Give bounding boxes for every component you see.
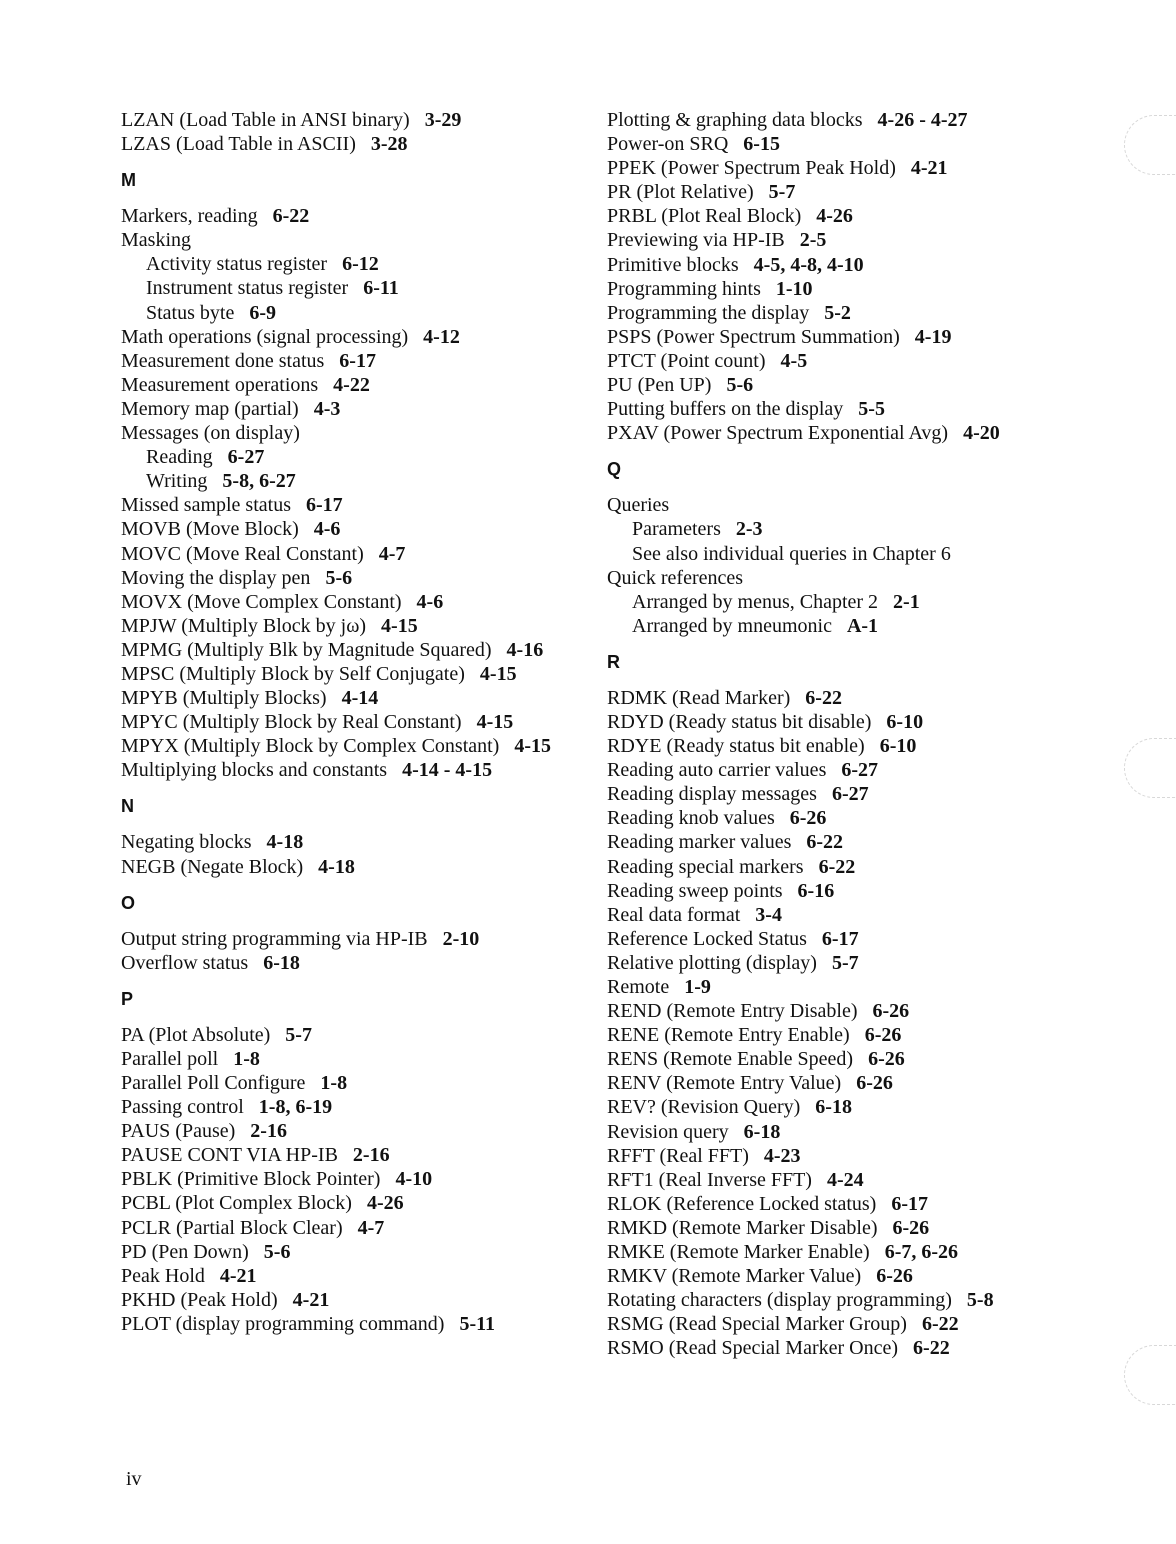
entry-pages: 4-6 — [416, 590, 444, 613]
index-entry — [121, 1288, 591, 1312]
entry-term: MOVC (Move Real Constant) — [121, 542, 364, 565]
entry-pages: 6-26 — [876, 1265, 913, 1288]
entry-pages: 4-12 — [423, 325, 460, 348]
entry-term: Masking — [121, 229, 191, 252]
entry-term: NEGB (Negate Block) — [121, 855, 304, 878]
entry-pages: 6-26 — [856, 1072, 893, 1095]
index-entry — [607, 1288, 1107, 1312]
index-entry — [121, 927, 591, 951]
entry-pages: 6-26 — [892, 1216, 930, 1239]
index-entry — [607, 927, 1107, 951]
index-entry — [121, 638, 591, 662]
entry-pages: 4-23 — [763, 1144, 801, 1167]
index-entry — [121, 1216, 591, 1240]
index-entry — [607, 879, 1107, 903]
entry-pages: 6-9 — [249, 301, 277, 324]
entry-term: Activity status register — [146, 253, 328, 276]
index-subentry — [121, 469, 591, 493]
index-entry — [607, 180, 1107, 204]
index-entry — [121, 951, 591, 975]
index-entry — [121, 1143, 591, 1167]
index-entry — [121, 1167, 591, 1191]
index-column-right — [607, 108, 1107, 1361]
entry-term: RDYD (Ready status bit disable) — [607, 710, 872, 733]
index-entry — [121, 614, 591, 638]
entry-term: PCLR (Partial Block Clear) — [121, 1216, 343, 1239]
entry-term: PAUSE CONT VIA HP-IB — [121, 1144, 338, 1167]
entry-pages: 4-6 — [313, 518, 341, 541]
entry-term: Writing — [146, 470, 208, 493]
entry-pages: 1-10 — [775, 277, 813, 300]
entry-pages: 6-22 — [272, 205, 310, 228]
index-entry — [607, 734, 1107, 758]
entry-pages: 6-11 — [363, 277, 399, 300]
entry-term: Reading sweep points — [607, 879, 783, 902]
entry-term: RMKD (Remote Marker Disable) — [607, 1216, 878, 1239]
index-entry — [121, 830, 591, 854]
entry-pages: 6-10 — [879, 735, 917, 758]
index-entry — [607, 1336, 1107, 1360]
index-entry — [121, 373, 591, 397]
page-number: iv — [126, 1468, 142, 1490]
entry-pages: 4-15 — [514, 735, 552, 758]
index-entry — [607, 1047, 1107, 1071]
entry-pages: 3-28 — [370, 133, 408, 156]
entry-term: RMKV (Remote Marker Value) — [607, 1265, 862, 1288]
entry-term: Reading knob values — [607, 807, 775, 830]
entry-term: RENS (Remote Enable Speed) — [607, 1048, 854, 1071]
entry-term: Programming the display — [607, 301, 810, 324]
entry-pages: 2-1 — [893, 590, 920, 613]
entry-term: Passing control — [121, 1096, 244, 1119]
entry-pages: 2-10 — [442, 927, 480, 950]
index-entry — [607, 421, 1107, 445]
entry-term: PU (Pen UP) — [607, 374, 712, 397]
entry-term: RENV (Remote Entry Value) — [607, 1072, 842, 1095]
entry-pages: 5-7 — [768, 181, 796, 204]
entry-term: Memory map (partial) — [121, 397, 299, 420]
index-entry — [607, 301, 1107, 325]
index-entry — [121, 710, 591, 734]
index-entry — [607, 108, 1107, 132]
entry-pages: 1-8, 6-19 — [258, 1096, 333, 1119]
entry-term: PCBL (Plot Complex Block) — [121, 1192, 352, 1215]
entry-term: Status byte — [146, 301, 235, 324]
index-entry — [121, 349, 591, 373]
entry-pages: 1-9 — [684, 976, 711, 998]
index-entry — [121, 421, 591, 445]
entry-pages: 6-26 — [789, 807, 827, 830]
entry-term: Peak Hold — [121, 1264, 205, 1287]
index-entry — [607, 1168, 1107, 1192]
index-entry — [121, 493, 591, 517]
entry-pages: 2-16 — [250, 1120, 287, 1143]
entry-pages: 4-21 — [910, 157, 948, 180]
index-entry — [607, 975, 1107, 999]
binder-hole — [1124, 1345, 1176, 1405]
entry-pages: 4-21 — [292, 1288, 330, 1311]
entry-term: PPEK (Power Spectrum Peak Hold) — [607, 157, 896, 180]
section-letter: Q — [607, 459, 622, 480]
entry-term: PKHD (Peak Hold) — [121, 1288, 278, 1311]
entry-term: Quick references — [607, 566, 744, 589]
entry-term: Real data format — [607, 903, 741, 926]
entry-pages: 3-4 — [755, 903, 782, 926]
entry-term: Previewing via HP-IB — [607, 229, 785, 252]
entry-pages: 6-10 — [886, 710, 924, 733]
entry-term: Queries — [607, 494, 670, 517]
entry-term: RSMG (Read Special Marker Group) — [607, 1313, 907, 1336]
index-entry — [121, 686, 591, 710]
entry-term: MPYX (Multiply Block by Complex Constant) — [121, 735, 500, 758]
index-entry — [121, 566, 591, 590]
entry-term: RDMK (Read Marker) — [607, 686, 791, 709]
entry-pages: 6-22 — [921, 1313, 959, 1336]
entry-pages: 6-18 — [815, 1096, 852, 1119]
entry-term: PBLK (Primitive Block Pointer) — [121, 1168, 381, 1191]
entry-term: Primitive blocks — [607, 253, 739, 276]
entry-term: Measurement operations — [121, 373, 319, 396]
entry-term: MPSC (Multiply Block by Self Conjugate) — [121, 662, 465, 685]
entry-term: RMKE (Remote Marker Enable) — [607, 1241, 870, 1264]
entry-term: Programming hints — [607, 277, 761, 300]
section-letter: M — [121, 170, 136, 191]
entry-pages: 4-26 - 4-27 — [877, 109, 968, 131]
entry-pages: 4-18 — [266, 831, 304, 854]
entry-pages: 4-14 — [341, 687, 379, 710]
index-entry — [121, 1095, 591, 1119]
entry-term: Missed sample status — [121, 494, 291, 517]
entry-pages: 4-14 - 4-15 — [402, 759, 493, 782]
index-entry — [607, 325, 1107, 349]
entry-pages: 2-16 — [352, 1144, 390, 1167]
index-entry — [121, 108, 591, 132]
entry-term: PRBL (Plot Real Block) — [607, 205, 802, 228]
binder-hole — [1124, 738, 1176, 798]
entry-pages: 5-6 — [263, 1240, 291, 1263]
entry-term: RDYE (Ready status bit enable) — [607, 735, 865, 758]
index-entry — [607, 999, 1107, 1023]
entry-pages: 6-27 — [831, 783, 869, 806]
index-entry — [607, 253, 1107, 277]
entry-pages: 6-16 — [797, 879, 835, 902]
index-entry — [607, 1240, 1107, 1264]
entry-term: RFFT (Real FFT) — [607, 1144, 749, 1167]
entry-pages: 5-7 — [831, 951, 859, 974]
entry-pages: 5-5 — [858, 398, 885, 421]
entry-pages: 6-17 — [339, 349, 376, 372]
section-letter: O — [121, 892, 136, 913]
index-entry — [607, 1264, 1107, 1288]
entry-pages: 4-5 — [780, 349, 808, 372]
entry-pages: 4-16 — [506, 638, 544, 661]
index-entry — [607, 686, 1107, 710]
entry-term: Arranged by mneumonic — [632, 614, 832, 637]
index-entry — [607, 1071, 1107, 1095]
index-entry — [121, 132, 591, 156]
index-entry — [121, 590, 591, 614]
index-entry — [607, 710, 1107, 734]
index-subentry — [607, 614, 1107, 638]
entry-term: Reference Locked Status — [607, 927, 807, 950]
index-entry — [607, 1144, 1107, 1168]
entry-term: Reading marker values — [607, 831, 792, 854]
index-entry — [607, 397, 1107, 421]
entry-term: LZAN (Load Table in ANSI binary) — [121, 109, 410, 131]
index-subentry — [121, 301, 591, 325]
index-entry — [607, 782, 1107, 806]
entry-term: Overflow status — [121, 951, 249, 974]
entry-pages: 4-18 — [318, 855, 355, 878]
entry-pages: 4-24 — [826, 1168, 864, 1191]
entry-term: RLOK (Reference Locked status) — [607, 1192, 877, 1215]
index-entry — [607, 493, 1107, 517]
entry-term: Messages (on display) — [121, 422, 300, 445]
entry-pages: 4-7 — [378, 542, 406, 565]
index-entry — [607, 806, 1107, 830]
index-entry — [121, 204, 591, 228]
entry-term: PA (Plot Absolute) — [121, 1023, 271, 1046]
index-entry — [607, 373, 1107, 397]
entry-term: Moving the display pen — [121, 566, 311, 589]
index-entry — [121, 662, 591, 686]
entry-term: PSPS (Power Spectrum Summation) — [607, 325, 900, 348]
entry-pages: 4-20 — [963, 422, 1000, 445]
entry-pages: 3-29 — [424, 109, 462, 131]
entry-term: Remote — [607, 976, 670, 998]
index-entry — [121, 855, 591, 879]
entry-pages: A-1 — [846, 614, 879, 637]
entry-term: Arranged by menus, Chapter 2 — [632, 590, 879, 613]
entry-term: Reading display messages — [607, 783, 817, 806]
index-entry — [121, 1071, 591, 1095]
index-entry — [121, 1312, 591, 1336]
entry-term: Reading — [146, 446, 213, 469]
entry-term: PR (Plot Relative) — [607, 181, 754, 204]
entry-term: Reading auto carrier values — [607, 759, 827, 782]
entry-term: PAUS (Pause) — [121, 1120, 236, 1143]
index-entry — [607, 1312, 1107, 1336]
section-letter: R — [607, 651, 620, 672]
entry-term: Power-on SRQ — [607, 133, 729, 156]
index-entry — [121, 397, 591, 421]
entry-term: Parameters — [632, 518, 721, 541]
binder-hole — [1124, 115, 1176, 175]
index-subentry — [121, 276, 591, 300]
entry-pages: 6-17 — [821, 927, 859, 950]
index-subentry — [607, 517, 1107, 541]
entry-pages: 4-3 — [313, 397, 341, 420]
entry-pages: 4-15 — [479, 662, 517, 685]
entry-term: Reading special markers — [607, 855, 804, 878]
entry-pages: 6-26 — [872, 1000, 910, 1023]
entry-term: Plotting & graphing data blocks — [607, 109, 863, 131]
entry-term: MPMG (Multiply Blk by Magnitude Squared) — [121, 638, 492, 661]
entry-term: Output string programming via HP-IB — [121, 927, 428, 950]
index-entry — [607, 566, 1107, 590]
index-entry — [607, 156, 1107, 180]
index-subentry — [607, 590, 1107, 614]
entry-pages: 6-22 — [818, 855, 856, 878]
index-entry — [607, 349, 1107, 373]
section-letter: P — [121, 988, 134, 1009]
entry-pages: 6-7, 6-26 — [884, 1241, 959, 1264]
index-entry — [607, 1216, 1107, 1240]
index-entry — [607, 204, 1107, 228]
entry-pages: 6-15 — [743, 133, 780, 156]
entry-pages: 4-5, 4-8, 4-10 — [753, 253, 864, 276]
entry-term: Relative plotting (display) — [607, 951, 817, 974]
entry-pages: 5-8 — [966, 1289, 994, 1312]
index-entry — [121, 734, 591, 758]
entry-term: Negating blocks — [121, 831, 252, 854]
index-entry — [121, 758, 591, 782]
entry-pages: 6-27 — [841, 759, 879, 782]
entry-pages: 4-7 — [357, 1216, 385, 1239]
index-entry — [607, 228, 1107, 252]
entry-pages: 4-19 — [914, 325, 952, 348]
entry-pages: 6-12 — [342, 253, 379, 276]
index-entry — [121, 517, 591, 541]
entry-term: MOVB (Move Block) — [121, 518, 299, 541]
index-entry — [607, 951, 1107, 975]
index-entry — [121, 1023, 591, 1047]
entry-pages: 5-8, 6-27 — [222, 470, 296, 493]
index-entry — [121, 1047, 591, 1071]
entry-pages: 4-21 — [219, 1264, 257, 1287]
entry-pages: 2-3 — [735, 518, 763, 541]
entry-term: RFT1 (Real Inverse FFT) — [607, 1168, 812, 1191]
index-subentry — [121, 252, 591, 276]
entry-pages: 4-15 — [476, 711, 514, 734]
entry-term: MPYC (Multiply Block by Real Constant) — [121, 711, 462, 734]
index-entry — [607, 830, 1107, 854]
entry-term: Parallel Poll Configure — [121, 1072, 306, 1094]
entry-term: See also individual queries in Chapter 6 — [632, 542, 951, 565]
entry-term: Revision query — [607, 1120, 729, 1143]
entry-term: Math operations (signal processing) — [121, 325, 409, 348]
entry-term: Markers, reading — [121, 205, 258, 228]
index-entry — [121, 542, 591, 566]
entry-pages: 5-11 — [459, 1312, 496, 1335]
entry-pages: 4-26 — [366, 1192, 404, 1215]
entry-term: MPYB (Multiply Blocks) — [121, 687, 327, 710]
index-entry — [607, 1023, 1107, 1047]
entry-term: RSMO (Read Special Marker Once) — [607, 1337, 899, 1360]
entry-term: Instrument status register — [146, 277, 349, 300]
entry-term: RENE (Remote Entry Enable) — [607, 1024, 850, 1047]
entry-pages: 5-6 — [325, 566, 353, 589]
entry-term: PXAV (Power Spectrum Exponential Avg) — [607, 422, 949, 445]
entry-pages: 6-17 — [891, 1192, 929, 1215]
entry-pages: 1-8 — [233, 1047, 260, 1070]
entry-term: PLOT (display programming command) — [121, 1312, 445, 1335]
entry-pages: 5-2 — [824, 301, 851, 324]
index-entry — [607, 903, 1107, 927]
entry-pages: 4-22 — [333, 373, 370, 396]
index-entry — [121, 1191, 591, 1215]
entry-term: PD (Pen Down) — [121, 1240, 249, 1263]
entry-pages: 6-26 — [868, 1048, 905, 1071]
entry-pages: 4-10 — [395, 1168, 433, 1191]
entry-term: REV? (Revision Query) — [607, 1096, 801, 1119]
entry-pages: 6-22 — [805, 686, 842, 709]
index-subentry — [607, 542, 1107, 566]
entry-pages: 6-22 — [806, 831, 844, 854]
index-entry — [607, 1095, 1107, 1119]
index-entry — [607, 132, 1107, 156]
entry-term: MOVX (Move Complex Constant) — [121, 590, 402, 613]
entry-pages: 6-27 — [227, 446, 265, 469]
index-subentry — [121, 445, 591, 469]
entry-term: PTCT (Point count) — [607, 349, 766, 372]
entry-pages: 5-6 — [726, 374, 754, 397]
entry-term: Rotating characters (display programming) — [607, 1289, 952, 1312]
index-entry — [607, 1120, 1107, 1144]
entry-pages: 4-26 — [816, 205, 853, 228]
index-entry — [607, 277, 1107, 301]
entry-term: REND (Remote Entry Disable) — [607, 1000, 858, 1023]
entry-pages: 6-18 — [743, 1120, 781, 1143]
entry-term: Multiplying blocks and constants — [121, 759, 388, 782]
entry-pages: 1-8 — [320, 1072, 348, 1094]
entry-pages: 2-5 — [799, 229, 827, 252]
entry-pages: 4-15 — [381, 614, 418, 637]
index-entry — [121, 228, 591, 252]
entry-term: Putting buffers on the display — [607, 398, 844, 421]
entry-pages: 6-26 — [864, 1024, 902, 1047]
entry-pages: 6-17 — [306, 494, 343, 517]
index-entry — [121, 1240, 591, 1264]
entry-term: MPJW (Multiply Block by jω) — [121, 614, 367, 637]
entry-term: Measurement done status — [121, 349, 325, 372]
index-entry — [121, 1264, 591, 1288]
index-column-left — [121, 108, 591, 1336]
index-entry — [607, 855, 1107, 879]
index-entry — [607, 758, 1107, 782]
entry-pages: 6-18 — [263, 951, 300, 974]
entry-pages: 5-7 — [285, 1023, 312, 1046]
section-letter: N — [121, 796, 134, 817]
index-entry — [607, 1192, 1107, 1216]
entry-term: LZAS (Load Table in ASCII) — [121, 133, 356, 156]
entry-term: Parallel poll — [121, 1047, 219, 1070]
index-entry — [121, 1119, 591, 1143]
entry-pages: 6-22 — [913, 1337, 950, 1360]
index-entry — [121, 325, 591, 349]
